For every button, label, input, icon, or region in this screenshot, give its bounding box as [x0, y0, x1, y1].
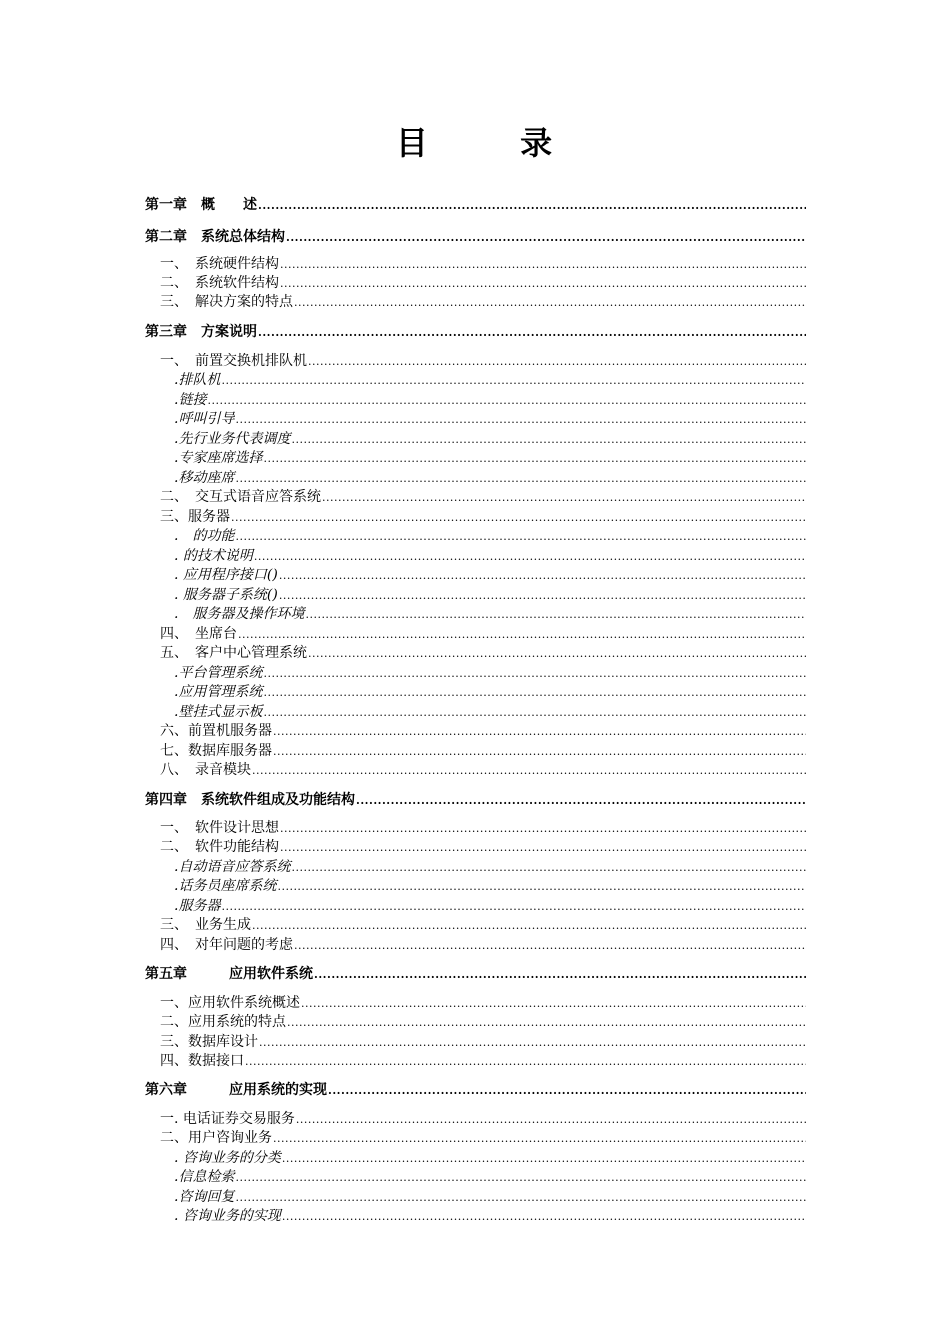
toc-leader-dots — [280, 819, 806, 839]
toc-leader-dots — [356, 791, 806, 811]
toc-entry-text: . 的技术说明 — [174, 548, 253, 564]
toc-leader-dots — [308, 644, 806, 664]
toc-leader-dots — [280, 274, 806, 294]
toc-leader-dots — [207, 391, 806, 411]
toc-leader-dots — [294, 936, 806, 956]
toc-leader-dots — [221, 371, 806, 391]
toc-entry[interactable] — [174, 1148, 806, 1168]
toc-entry-text: 三、数据库设计 — [160, 1034, 258, 1050]
toc-leader-dots — [314, 965, 806, 985]
toc-leader-dots — [252, 761, 806, 781]
toc-entry-text: .链接 — [174, 392, 207, 408]
toc-leader-dots — [328, 1081, 806, 1101]
toc-entry[interactable] — [160, 1128, 806, 1148]
toc-entry-text: .移动座席 — [174, 470, 235, 486]
toc-leader-dots — [263, 449, 806, 469]
toc-entry-text: . 的功能 — [174, 528, 235, 544]
toc-entry[interactable] — [174, 565, 806, 585]
toc-leader-dots — [221, 897, 806, 917]
toc-entry-text: 第二章 系统总体结构 — [145, 229, 285, 245]
toc-entry[interactable] — [174, 702, 806, 722]
toc-entry-text: 五、 客户中心管理系统 — [160, 645, 307, 661]
toc-leader-dots — [291, 430, 806, 450]
toc-entry[interactable] — [174, 370, 806, 390]
toc-entry[interactable] — [145, 1080, 806, 1100]
toc-entry-text: 八、 录音模块 — [160, 762, 251, 778]
toc-entry[interactable] — [160, 273, 806, 293]
toc-entry-text: .专家座席选择 — [174, 450, 263, 466]
toc-leader-dots — [322, 488, 806, 508]
toc-entry-text: .排队机 — [174, 372, 221, 388]
toc-leader-dots — [258, 196, 806, 216]
toc-leader-dots — [263, 664, 806, 684]
title-char-2: 录 — [520, 124, 555, 162]
toc-entry[interactable] — [174, 896, 806, 916]
toc-entry-text: 第一章 概 述 — [145, 197, 257, 213]
toc-entry-text: . 服务器子系统() — [174, 587, 278, 603]
toc-entry-text: .咨询回复 — [174, 1189, 235, 1205]
toc-entry-text: 二、应用系统的特点 — [160, 1014, 286, 1030]
toc-entry-text: .应用管理系统 — [174, 684, 263, 700]
toc-leader-dots — [279, 586, 806, 606]
toc-entry[interactable] — [145, 790, 806, 810]
toc-entry-text: 一. 电话证券交易服务 — [160, 1111, 295, 1127]
toc-leader-dots — [280, 255, 806, 275]
toc-entry-text: 二、用户咨询业务 — [160, 1130, 272, 1146]
toc-leader-dots — [259, 1033, 806, 1053]
toc-leader-dots — [286, 228, 806, 248]
toc-leader-dots — [273, 722, 806, 742]
toc-leader-dots — [235, 469, 806, 489]
toc-leader-dots — [254, 547, 806, 567]
toc-entry[interactable] — [174, 526, 806, 546]
toc-entry-text: 四、 坐席台 — [160, 626, 237, 642]
toc-entry-text: 第三章 方案说明 — [145, 324, 257, 340]
toc-entry-text: .平台管理系统 — [174, 665, 263, 681]
toc-entry-text: . 咨询业务的实现 — [174, 1208, 281, 1224]
toc-entry[interactable] — [160, 1051, 806, 1071]
toc-leader-dots — [235, 527, 806, 547]
toc-leader-dots — [308, 352, 806, 372]
toc-leader-dots — [282, 1149, 806, 1169]
toc-entry-text: 第四章 系统软件组成及功能结构 — [145, 792, 355, 808]
toc-entry-text: 六、前置机服务器 — [160, 723, 272, 739]
toc-leader-dots — [291, 858, 806, 878]
toc-entry[interactable] — [174, 390, 806, 410]
toc-entry[interactable] — [145, 227, 806, 247]
toc-leader-dots — [294, 293, 806, 313]
toc-entry-text: 第五章 应用软件系统 — [145, 966, 313, 982]
toc-entry[interactable] — [145, 195, 806, 215]
toc-entry[interactable] — [174, 876, 806, 896]
toc-entry[interactable] — [174, 1167, 806, 1187]
toc-leader-dots — [280, 838, 806, 858]
toc-entry-text: . 应用程序接口() — [174, 567, 278, 583]
title-char-1: 目 — [395, 124, 430, 162]
toc-entry[interactable] — [145, 964, 806, 984]
toc-entry-text: .信息检索 — [174, 1169, 235, 1185]
toc-entry-text: 一、 软件设计思想 — [160, 820, 279, 836]
toc-entry-text: 二、 软件功能结构 — [160, 839, 279, 855]
toc-entry-text: 四、 对年问题的考虑 — [160, 937, 293, 953]
toc-entry[interactable] — [145, 322, 806, 342]
toc-entry-text: .壁挂式显示板 — [174, 704, 263, 720]
toc-leader-dots — [282, 1207, 806, 1227]
toc-entry-text: 三、 解决方案的特点 — [160, 294, 293, 310]
toc-entry[interactable] — [160, 915, 806, 935]
toc-entry-text: 三、服务器 — [160, 509, 230, 525]
toc-leader-dots — [252, 916, 806, 936]
toc-entry-text: 一、应用软件系统概述 — [160, 995, 300, 1011]
toc-entry[interactable] — [160, 837, 806, 857]
toc-leader-dots — [235, 1168, 806, 1188]
toc-entry-text: .话务员座席系统 — [174, 878, 277, 894]
toc-entry[interactable] — [160, 292, 806, 312]
toc-entry[interactable] — [174, 1187, 806, 1207]
toc-entry-text: . 服务器及操作环境 — [174, 606, 305, 622]
toc-entry-text: .自动语音应答系统 — [174, 859, 291, 875]
toc-entry-text: 第六章 应用系统的实现 — [145, 1082, 327, 1098]
toc-entry[interactable] — [160, 507, 806, 527]
toc-entry[interactable] — [160, 254, 806, 274]
toc-leader-dots — [279, 566, 806, 586]
toc-leader-dots — [235, 1188, 806, 1208]
toc-entry-text: 一、 系统硬件结构 — [160, 256, 279, 272]
toc-leader-dots — [296, 1110, 806, 1130]
toc-entry[interactable] — [174, 448, 806, 468]
toc-entry[interactable] — [160, 1109, 806, 1129]
toc-entry[interactable] — [174, 682, 806, 702]
toc-entry[interactable] — [174, 429, 806, 449]
toc-leader-dots — [287, 1013, 806, 1033]
toc-leader-dots — [273, 742, 806, 762]
toc-entry[interactable] — [160, 935, 806, 955]
toc-entry-text: 七、数据库服务器 — [160, 743, 272, 759]
toc-entry[interactable] — [174, 857, 806, 877]
toc-entry[interactable] — [174, 585, 806, 605]
toc-entry[interactable] — [160, 760, 806, 780]
toc-entry[interactable] — [160, 818, 806, 838]
toc-entry[interactable] — [174, 663, 806, 683]
toc-entry-text: 一、 前置交换机排队机 — [160, 353, 307, 369]
toc-leader-dots — [238, 625, 806, 645]
toc-entry[interactable] — [160, 487, 806, 507]
toc-entry[interactable] — [174, 604, 806, 624]
toc-entry[interactable] — [174, 546, 806, 566]
toc-entry[interactable] — [160, 993, 806, 1013]
toc-entry[interactable] — [174, 1206, 806, 1226]
toc-leader-dots — [263, 683, 806, 703]
toc-entry[interactable] — [174, 409, 806, 429]
toc-entry-text: 二、 交互式语音应答系统 — [160, 489, 321, 505]
toc-entry-text: .服务器 — [174, 898, 221, 914]
toc-entry[interactable] — [160, 1012, 806, 1032]
toc-entry-text: 二、 系统软件结构 — [160, 275, 279, 291]
toc-leader-dots — [231, 508, 806, 528]
toc-entry-text: .呼叫引导 — [174, 411, 235, 427]
toc-leader-dots — [235, 410, 806, 430]
toc-entry[interactable] — [174, 468, 806, 488]
toc-entry[interactable] — [160, 624, 806, 644]
toc-entry-text: 四、数据接口 — [160, 1053, 244, 1069]
toc-leader-dots — [245, 1052, 806, 1072]
toc-entry-text: . 咨询业务的分类 — [174, 1150, 281, 1166]
toc-leader-dots — [273, 1129, 806, 1149]
toc-entry-text: 三、 业务生成 — [160, 917, 251, 933]
toc-entry[interactable] — [160, 643, 806, 663]
toc-leader-dots — [305, 605, 806, 625]
toc-entry-text: .先行业务代表调度 — [174, 431, 291, 447]
toc-entry[interactable] — [160, 741, 806, 761]
toc-leader-dots — [301, 994, 806, 1014]
toc-entry[interactable] — [160, 351, 806, 371]
toc-entry[interactable] — [160, 721, 806, 741]
toc-leader-dots — [277, 877, 806, 897]
toc-leader-dots — [258, 323, 806, 343]
toc-entry[interactable] — [160, 1032, 806, 1052]
toc-leader-dots — [263, 703, 806, 723]
